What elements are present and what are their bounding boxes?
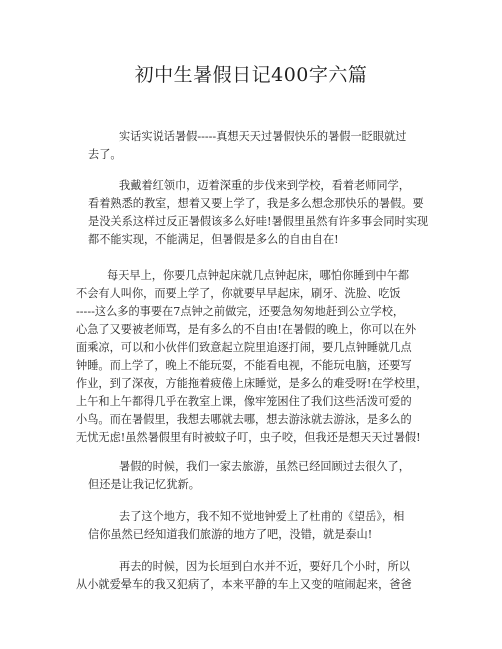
paragraph-line: 心急了又要被老师骂，是有多么的不自由!在暑假的晚上，你可以在外 [76,323,417,336]
document-title: 初中生暑假日记400字六篇 [134,64,368,86]
paragraph-line: 我戴着红领巾，迈着深重的步伐来到学校，看着老师同学， [119,179,410,192]
paragraph-line: 是没关系这样过反正暑假该多么好哇!暑假里虽然有许多事会同时实现 [88,215,429,228]
paragraph-line: 实话实说话暑假-----真想天天过暑假快乐的暑假一眨眼就过 [119,130,407,143]
paragraph-line: 钟睡。而上学了，晚上不能玩耍，不能看电视，不能玩电脑，还要写 [76,359,412,372]
paragraph-line: 上午和上午都得几乎在教室上课，像牢笼困住了我们这些活泼可爱的 [76,395,412,408]
paragraph-line: 信你虽然已经知道我们旅游的地方了吧，没错，就是泰山! [88,528,373,541]
paragraph-line: 暑假的时候，我们一家去旅游，虽然已经回顾过去很久了， [119,460,410,473]
paragraph-line: 面乘凉，可以和小伙伴们致意起立院里追逐打闹，要几点钟睡就几点 [76,341,412,354]
paragraph-line: 每天早上，你要几点钟起床就几点钟起床，哪怕你睡到中午都 [107,269,410,282]
paragraph-line: 再去的时候，因为长垣到白水并不近，要好几个小时，所以 [119,560,410,573]
paragraph-line: 小鸟。而在暑假里，我想去哪就去哪，想去游泳就去游泳，是多么的 [76,413,412,426]
paragraph-line: 但还是让我记忆犹新。 [88,478,200,491]
paragraph-line: 无忧无虑!虽然暑假里有时被蚊子叮，虫子咬，但我还是想天天过暑假! [76,431,421,444]
paragraph-line: 不会有人叫你，而要上学了，你就要早早起床，刷牙、洗脸、吃饭 [76,287,401,300]
paragraph-line: 看着熟悉的教室，想着又要上学了，我是多么想念那快乐的暑假。要 [88,197,424,210]
paragraph-line: 从小就爱晕车的我又犯病了，本来平静的车上又变的喧闹起来，爸爸 [76,578,412,591]
paragraph-line: 去了这个地方，我不知不觉地钟爱上了杜甫的《望岳》，相 [119,510,405,523]
paragraph-line: -----这么多的事要在7点钟之前做完，还要急匆匆地赶到公立学校， [76,305,405,318]
paragraph-line: 去了。 [88,148,122,161]
paragraph-line: 作业，到了深夜，方能拖着疲倦上床睡觉，是多么的难受呀!在学校里， [76,377,428,390]
paragraph-line: 都不能实现，不能满足，但暑假是多么的自由自在! [88,233,339,246]
